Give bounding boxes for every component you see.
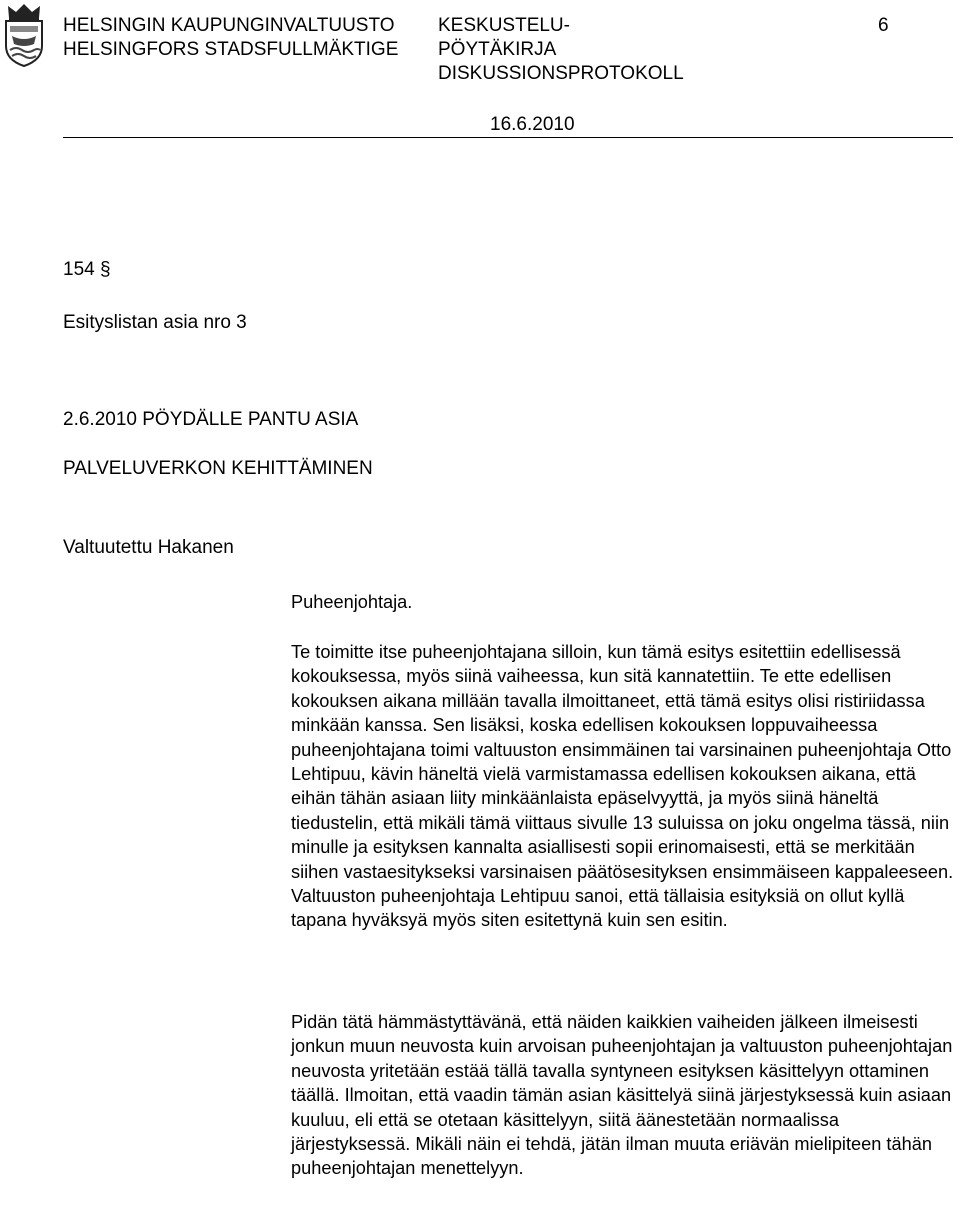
- meeting-date: 16.6.2010: [490, 114, 575, 135]
- speech-paragraph-1: [291, 640, 957, 933]
- doc-type-line-2: PÖYTÄKIRJA: [438, 39, 557, 60]
- header-divider: [63, 137, 953, 138]
- header-organization: [63, 14, 398, 62]
- speech-address: [291, 590, 957, 614]
- doc-type-line-3: DISKUSSIONSPROTOKOLL: [438, 63, 684, 84]
- agenda-reference: Esityslistan asia nro 3: [63, 312, 247, 333]
- org-name-swedish: HELSINGFORS STADSFULLMÄKTIGE: [63, 39, 399, 60]
- tabled-note: 2.6.2010 PÖYDÄLLE PANTU ASIA: [63, 409, 359, 430]
- paragraph-text: Pidän tätä hämmästyttävänä, että näiden kaikkien vaiheiden jälkeen ilmeisesti jonkun muun neuvosta kuin arvoisan puheenjohtajan ja valtuuston puheenjohtajan neuvosta yritetään estää tällä tavalla syntyneen esityksen käsittelyyn ottaminen täällä. Ilmoitan, että vaadin tämän asian käsittelyä siinä järjestyksessä kuin asiaan kuuluu, eli että se otetaan käsittelyyn, siitä äänestetään normaalissa järjestyksessä. Mikäli näin ei tehdä, jätän ilman muuta eriävän mielipiteen tähän puheenjohtajan menettelyyn.: [291, 1012, 953, 1179]
- doc-type-line-1: KESKUSTELU-: [438, 15, 570, 36]
- speech-paragraph-2: [291, 1010, 957, 1181]
- address-text: Puheenjohtaja.: [291, 592, 413, 612]
- speaker-name: Valtuutettu Hakanen: [63, 537, 234, 558]
- header-document-type: [438, 14, 684, 86]
- coat-of-arms-icon: [2, 2, 46, 70]
- org-name-finnish: HELSINGIN KAUPUNGINVALTUUSTO: [63, 15, 395, 36]
- page-number: 6: [878, 15, 889, 36]
- section-number: 154 §: [63, 259, 111, 280]
- item-title: PALVELUVERKON KEHITTÄMINEN: [63, 458, 373, 479]
- paragraph-text: Te toimitte itse puheenjohtajana silloin, kun tämä esitys esitettiin edellisessä kokouksessa, myös siinä vaiheessa, kun sitä kannatettiin. Te ette edellisen kokouksen aikana millään tavalla ilmoittaneet, että tämä esitys olisi ristiriidassa minkään kanssa. Sen lisäksi, koska edellisen kokouksen loppuvaiheessa puheenjohtajana toimi valtuuston ensimmäinen tai varsinainen puheenjohtaja Otto Lehtipuu, kävin häneltä vielä varmistamassa edellisen kokouksen aikana, että eihän tähän asiaan liity minkäänlaista epäselvyyttä, ja myös siinä häneltä tiedustelin, että mikäli tämä viittaus sivulle 13 suluissa on joku ongelma tässä, niin minulle ja esityksen kannalta asiallisesti sopii erinomaisesti, että se merkitään siihen vastaesitykseksi varsinaisen päätösesityksen ensimmäiseen kappaleeseen. Valtuuston puheenjohtaja Lehtipuu sanoi, että tällaisia esityksiä on ollut kyllä tapana hyväksyä myös siten esitettynä kuin sen esitin.: [291, 642, 954, 931]
